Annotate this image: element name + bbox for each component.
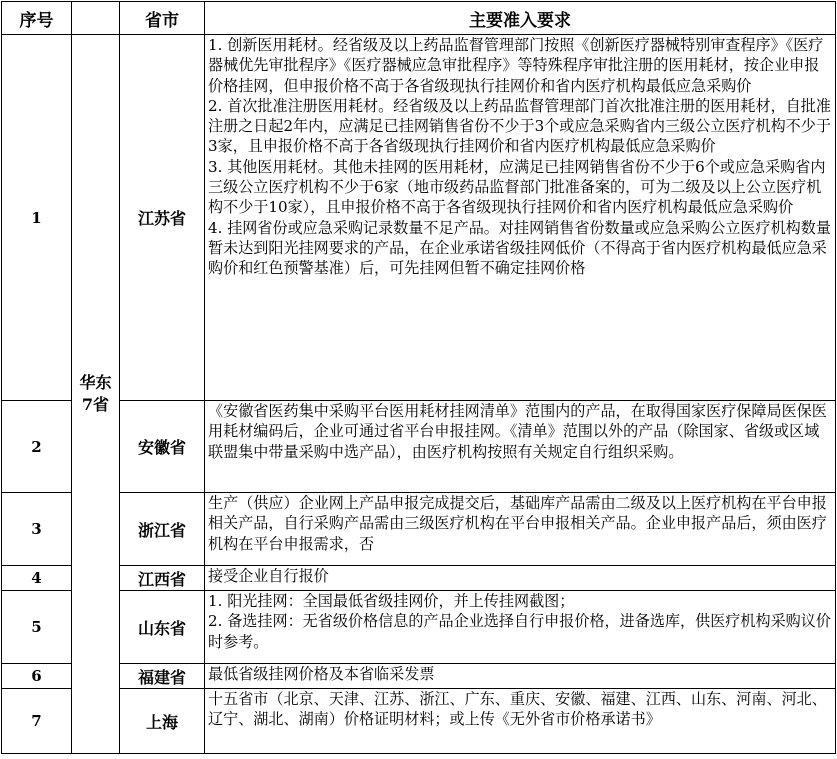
table-row [2, 401, 836, 493]
requirement-text: 《安徽省医药集中采购平台医用耗材挂网清单》范围内的产品，在取得国家医疗保障局医保医用耗材编码后，企业可通过省平台申报挂网。《清单》范围以外的产品（除国家、省级或区域联盟集中带量采购中选产品），由医疗机构按照有关规定自行组织采购。 [208, 402, 827, 461]
row-seq: 2 [2, 401, 72, 493]
row-requirement [205, 401, 836, 493]
row-requirement [205, 591, 836, 664]
row-province: 安徽省 [120, 401, 205, 493]
table-row [2, 689, 836, 754]
requirement-text: 1. 创新医用耗材。经省级及以上药品监督管理部门按照《创新医疗器械特别审查程序》《医疗器械优先审批程序》《医疗器械应急审批程序》等特殊程序审批注册的医用耗材，按企业申报价格挂网，但申报价格不高于各省级现执行挂网价和省内医疗机构最低应急采购价 2. 首次批准注册医用耗材。经省级及以上药品监督管理部门首次批准注册的医用耗材，自批准注册之日起2年内，应满足已挂网销售省份不少于3个或应急采购省内三级公立医疗机构不少于3家，且申报价格不高于各省级现执行挂网价和省内医疗机构最低应急采购价 3. 其他医用耗材。其他未挂网的医用耗材，应满足已挂网销售省份不少于6个或应急采购省内三级公立医疗机构不少于6家（地市级药品监督部门批准备案的，可为二级及以上公立医疗机构不少于10家），且申报价格不高于各省级现执行挂网价和省内医疗机构最低应急采购价 4. 挂网省份或应急采购记录数量不足产品。对挂网销售省份数量或应急采购公立医疗机构数量暂未达到阳光挂网要求的产品，在企业承诺省级挂网低价（不得高于省内医疗机构最低应急采购价和红色预警基准）后，可先挂网但暂不确定挂网价格 [208, 36, 831, 278]
row-province: 江苏省 [120, 35, 205, 401]
row-province: 山东省 [120, 591, 205, 664]
table-row [2, 664, 836, 689]
row-province: 福建省 [120, 664, 205, 689]
header-row [2, 2, 836, 35]
requirement-text: 1. 阳光挂网：全国最低省级挂网价，并上传挂网截图； 2. 备选挂网：无省级价格信息的产品企业选择自行申报价格，进备选库，供医疗机构采购议价时参考。 [208, 592, 831, 651]
row-requirement [205, 689, 836, 754]
requirement-text: 十五省市（北京、天津、江苏、浙江、广东、重庆、安徽、福建、江西、山东、河南、河北、辽宁、湖北、湖南）价格证明材料；或上传《无外省市价格承诺书》 [208, 690, 827, 729]
table-row [2, 35, 836, 401]
row-seq: 3 [2, 493, 72, 566]
table-row [2, 591, 836, 664]
table-row [2, 493, 836, 566]
requirement-text: 接受企业自行报价 [208, 567, 329, 585]
admission-requirements-table [1, 1, 836, 754]
requirement-text: 最低省级挂网价格及本省临采发票 [208, 665, 435, 683]
row-requirement [205, 566, 836, 591]
requirement-text: 生产（供应）企业网上产品申报完成提交后，基础库产品需由二级及以上医疗机构在平台申报相关产品，自行采购产品需由三级医疗机构在平台申报相关产品。企业申报产品后，须由医疗机构在平台申报需求，否 [208, 494, 827, 553]
header-blank [72, 2, 120, 35]
row-seq: 4 [2, 566, 72, 591]
row-province: 江西省 [120, 566, 205, 591]
region-cell [72, 35, 120, 754]
row-requirement [205, 664, 836, 689]
row-seq: 6 [2, 664, 72, 689]
row-province: 上海 [120, 689, 205, 754]
header-province: 省市 [120, 2, 205, 35]
row-province: 浙江省 [120, 493, 205, 566]
row-seq: 7 [2, 689, 72, 754]
row-seq: 1 [2, 35, 72, 401]
row-seq: 5 [2, 591, 72, 664]
row-requirement [205, 493, 836, 566]
table-row [2, 566, 836, 591]
region-line-1: 华东 [79, 373, 112, 392]
header-requirement: 主要准入要求 [205, 2, 836, 35]
region-line-2: 7省 [81, 395, 110, 414]
row-requirement [205, 35, 836, 401]
header-seq: 序号 [2, 2, 72, 35]
